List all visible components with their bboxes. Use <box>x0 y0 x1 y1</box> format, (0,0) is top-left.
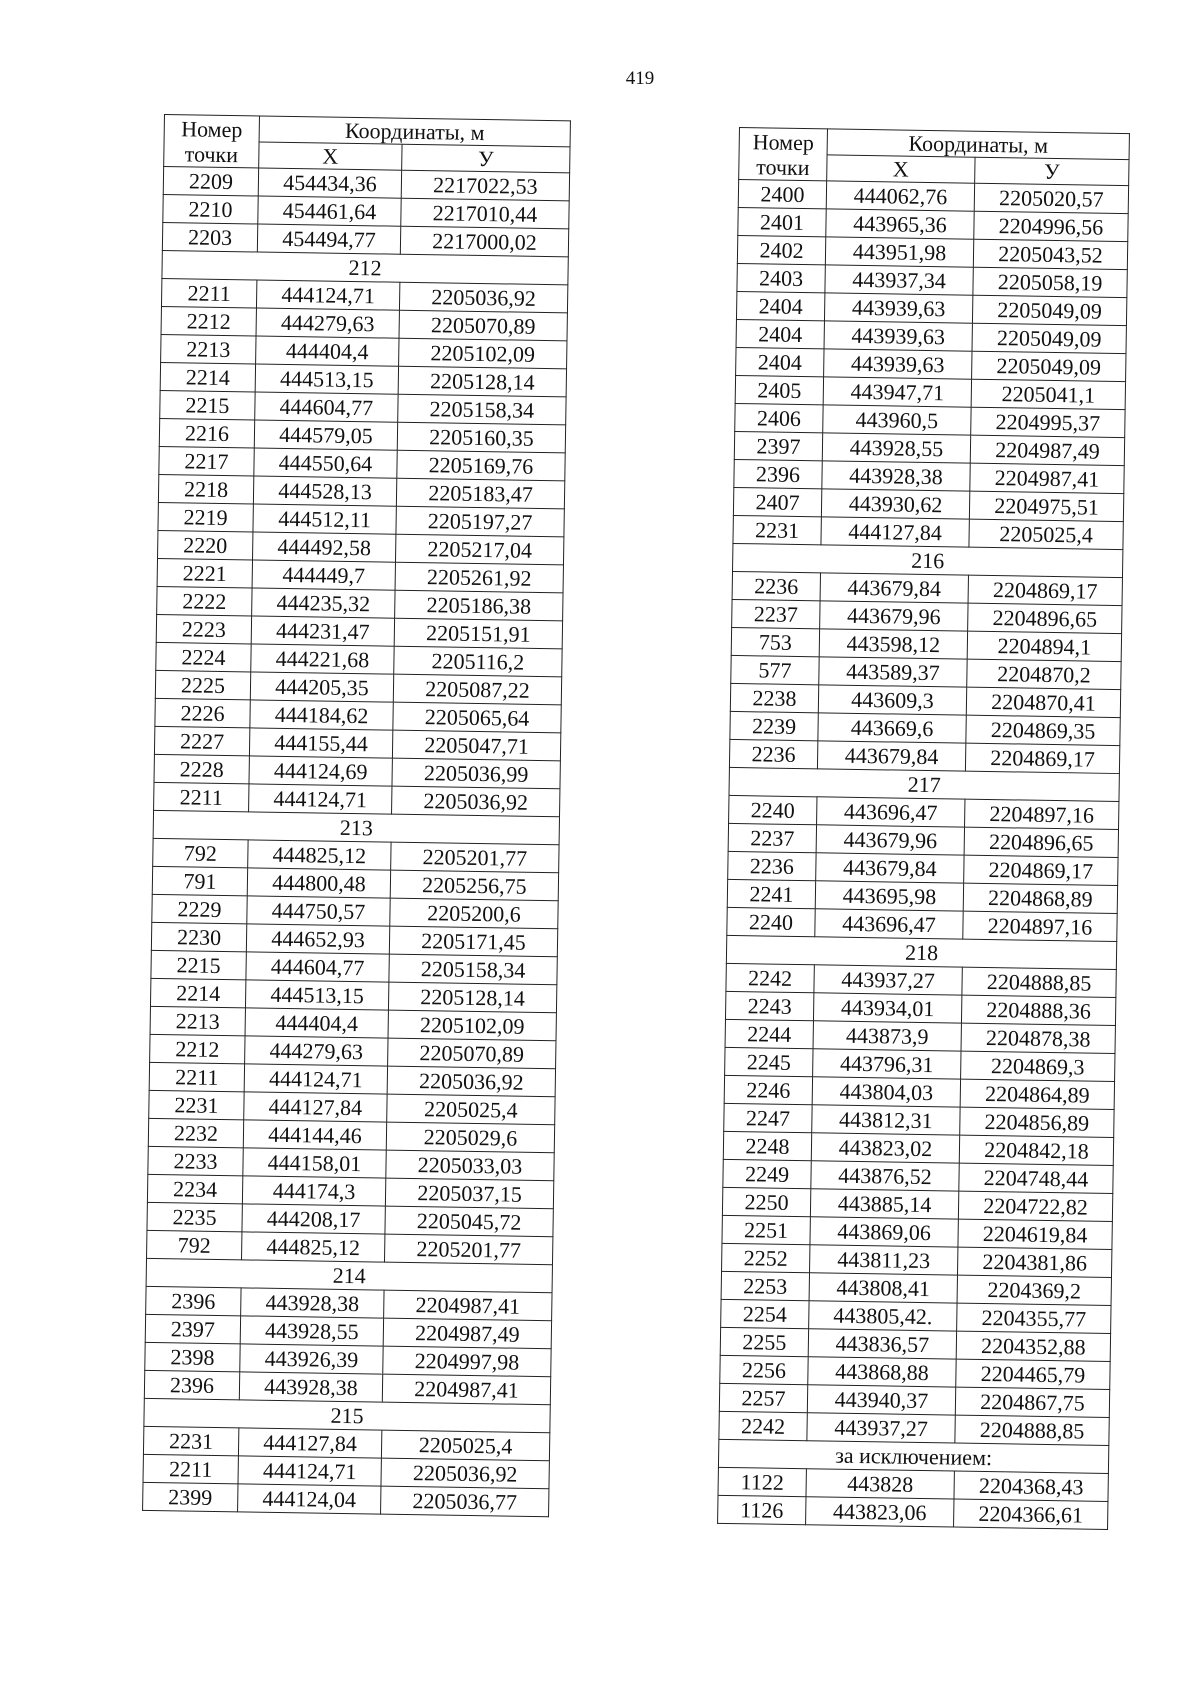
y-coordinate-cell: 2204987,41 <box>382 1374 550 1405</box>
point-number-cell: 2397 <box>145 1314 240 1343</box>
x-coordinate-cell: 443828 <box>806 1469 954 1499</box>
y-coordinate-cell: 2204748,44 <box>959 1163 1113 1193</box>
point-number-cell: 2253 <box>721 1271 809 1300</box>
x-coordinate-cell: 443930,62 <box>821 489 969 519</box>
y-coordinate-cell: 2204870,2 <box>967 659 1121 689</box>
point-number-cell: 2250 <box>722 1187 810 1216</box>
x-coordinate-cell: 443669,6 <box>818 713 966 743</box>
x-coordinate-cell: 443695,98 <box>815 881 963 911</box>
point-number-cell: 2212 <box>150 1034 245 1063</box>
x-coordinate-cell: 443869,06 <box>810 1217 958 1247</box>
y-coordinate-cell: 2205036,92 <box>399 282 567 313</box>
table-row <box>718 1495 1108 1529</box>
x-coordinate-cell: 444550,64 <box>254 448 397 478</box>
x-coordinate-cell: 443823,02 <box>811 1133 959 1163</box>
point-number-cell: 2404 <box>736 319 824 348</box>
point-number-cell: 2252 <box>722 1243 810 1272</box>
x-coordinate-cell: 444124,71 <box>244 1064 387 1094</box>
point-number-cell: 2238 <box>730 683 818 712</box>
point-number-header <box>164 115 260 168</box>
point-number-cell: 2236 <box>729 739 817 768</box>
y-coordinate-cell: 2205217,04 <box>395 534 563 565</box>
point-number-cell: 2215 <box>160 390 255 419</box>
y-coordinate-cell: 2205102,09 <box>388 1010 556 1041</box>
y-coordinate-cell: 2205065,64 <box>393 702 561 733</box>
y-coordinate-cell: 2205036,92 <box>381 1458 549 1489</box>
y-coordinate-cell: 2205158,34 <box>398 394 566 425</box>
point-number-cell: 2241 <box>727 879 815 908</box>
x-coordinate-cell: 443811,23 <box>810 1245 958 1275</box>
y-coordinate-cell: 2204987,49 <box>970 435 1124 465</box>
y-coordinate-cell: 2205070,89 <box>399 310 567 341</box>
x-coordinate-cell: 443679,84 <box>820 573 968 603</box>
y-coordinate-cell: 2205102,09 <box>399 338 567 369</box>
point-number-cell: 2255 <box>720 1327 808 1356</box>
y-coordinate-cell: 2205047,71 <box>392 730 560 761</box>
section-label: 215 <box>144 1398 550 1432</box>
y-coordinate-cell: 2204888,36 <box>961 995 1115 1025</box>
header-row <box>739 128 1129 160</box>
x-coordinate-cell: 444825,12 <box>248 840 391 870</box>
x-coordinate-cell: 444800,48 <box>247 868 390 898</box>
point-number-cell: 2240 <box>727 907 815 936</box>
section-label: 212 <box>162 250 568 284</box>
point-number-cell: 2237 <box>728 823 816 852</box>
y-coordinate-cell: 2205201,77 <box>391 842 559 873</box>
point-number-cell: 2404 <box>736 347 824 376</box>
x-coordinate-cell: 444279,63 <box>256 308 399 338</box>
point-number-cell: 2398 <box>145 1342 240 1371</box>
y-coordinate-cell: 2204897,16 <box>965 799 1119 829</box>
point-number-cell: 753 <box>731 627 819 656</box>
x-coordinate-cell: 443937,34 <box>825 265 973 295</box>
y-coordinate-cell: 2204996,56 <box>974 211 1128 241</box>
x-coordinate-cell: 444144,46 <box>243 1120 386 1150</box>
y-coordinate-cell: 2204869,35 <box>966 715 1120 745</box>
point-number-cell: 2396 <box>734 459 822 488</box>
point-number-header-line1: Номер <box>752 128 815 155</box>
x-coordinate-cell: 443939,63 <box>824 321 972 351</box>
point-number-cell: 2405 <box>735 375 823 404</box>
point-number-cell: 2251 <box>722 1215 810 1244</box>
y-coordinate-cell: 2205049,09 <box>972 351 1126 381</box>
x-coordinate-cell: 443965,36 <box>826 209 974 239</box>
y-coordinate-cell: 2205158,34 <box>389 954 557 985</box>
y-coordinate-cell: 2205070,89 <box>388 1038 556 1069</box>
y-coordinate-cell: 2204975,51 <box>969 491 1123 521</box>
x-coordinate-cell: 444512,11 <box>253 504 396 534</box>
y-coordinate-cell: 2204366,61 <box>954 1499 1108 1529</box>
page-number: 419 <box>625 68 655 89</box>
x-coordinate-cell: 443696,47 <box>817 797 965 827</box>
x-coordinate-cell: 443609,3 <box>818 685 966 715</box>
point-number-cell: 2214 <box>160 362 255 391</box>
x-coordinate-cell: 444579,05 <box>254 420 397 450</box>
point-number-cell: 2248 <box>723 1131 811 1160</box>
point-number-cell: 2220 <box>158 530 253 559</box>
point-number-cell: 2232 <box>148 1118 243 1147</box>
point-number-cell: 2211 <box>143 1454 238 1483</box>
x-coordinate-cell: 454494,77 <box>257 224 400 254</box>
y-coordinate-cell: 2205041,1 <box>971 379 1125 409</box>
point-number-cell: 2406 <box>735 403 823 432</box>
point-number-cell: 2404 <box>736 291 824 320</box>
x-coordinate-cell: 443951,98 <box>825 237 973 267</box>
point-number-cell: 2244 <box>725 1019 813 1048</box>
point-number-cell: 791 <box>152 866 247 895</box>
x-coordinate-cell: 444279,63 <box>245 1036 388 1066</box>
point-number-cell: 2402 <box>737 235 825 264</box>
y-coordinate-cell: 2204888,85 <box>962 967 1116 997</box>
y-coordinate-cell: 2217010,44 <box>401 198 569 229</box>
y-coordinate-cell: 2204878,38 <box>961 1023 1115 1053</box>
y-coordinate-cell: 2205025,4 <box>387 1094 555 1125</box>
x-coordinate-cell: 444205,35 <box>250 672 393 702</box>
section-label: 217 <box>729 767 1119 801</box>
point-number-cell: 2396 <box>146 1286 241 1315</box>
x-coordinate-cell: 443939,63 <box>824 349 972 379</box>
point-number-cell: 2209 <box>163 167 258 196</box>
y-coordinate-cell: 2205029,6 <box>386 1122 554 1153</box>
point-number-header-line2: точки <box>184 140 239 167</box>
point-number-cell: 2211 <box>154 782 249 811</box>
y-coordinate-cell: 2204864,89 <box>960 1079 1114 1109</box>
point-number-cell: 2397 <box>734 431 822 460</box>
x-coordinate-cell: 443928,38 <box>239 1372 382 1402</box>
point-number-cell: 2224 <box>156 642 251 671</box>
x-coordinate-cell: 443696,47 <box>815 909 963 939</box>
point-number-cell: 2246 <box>724 1075 812 1104</box>
point-number-cell: 2222 <box>157 586 252 615</box>
x-coordinate-cell: 443589,37 <box>819 657 967 687</box>
y-coordinate-cell: 2205128,14 <box>398 366 566 397</box>
point-number-cell: 2234 <box>147 1174 242 1203</box>
point-number-cell: 2240 <box>729 795 817 824</box>
point-number-cell: 2217 <box>159 446 254 475</box>
y-coordinate-cell: 2204997,98 <box>383 1346 551 1377</box>
x-coordinate-cell: 443679,96 <box>820 601 968 631</box>
y-coordinate-cell: 2204995,37 <box>971 407 1125 437</box>
x-coordinate-cell: 444231,47 <box>251 616 394 646</box>
x-coordinate-cell: 444513,15 <box>255 364 398 394</box>
x-coordinate-cell: 444825,12 <box>242 1232 385 1262</box>
y-coordinate-cell: 2205160,35 <box>397 422 565 453</box>
x-coordinate-cell: 443928,38 <box>241 1288 384 1318</box>
y-coordinate-cell: 2204352,88 <box>956 1331 1110 1361</box>
y-coordinate-cell: 2204369,2 <box>957 1275 1111 1305</box>
x-coordinate-cell: 444221,68 <box>251 644 394 674</box>
x-coordinate-cell: 443823,06 <box>806 1497 954 1527</box>
x-coordinate-cell: 443679,96 <box>816 825 964 855</box>
y-coordinate-cell: 2204896,65 <box>968 603 1122 633</box>
y-coordinate-cell: 2204896,65 <box>964 827 1118 857</box>
y-coordinate-cell: 2205186,38 <box>395 590 563 621</box>
point-number-cell: 2213 <box>161 334 256 363</box>
table-row <box>143 1482 549 1516</box>
point-number-cell: 2221 <box>157 558 252 587</box>
y-coordinate-cell: 2217000,02 <box>400 226 568 257</box>
x-coordinate-cell: 444652,93 <box>246 924 389 954</box>
y-coordinate-cell: 2204888,85 <box>955 1415 1109 1445</box>
point-number-cell: 2247 <box>724 1103 812 1132</box>
x-coordinate-cell: 444124,04 <box>238 1484 381 1514</box>
y-coordinate-cell: 2205049,09 <box>972 323 1126 353</box>
x-coordinate-cell: 443805,42. <box>809 1301 957 1331</box>
y-coordinate-cell: 2205045,72 <box>385 1206 553 1237</box>
x-coordinate-cell: 444528,13 <box>253 476 396 506</box>
y-coordinate-cell: 2205261,92 <box>395 562 563 593</box>
point-number-cell: 2236 <box>728 851 816 880</box>
x-coordinate-cell: 443928,38 <box>822 461 970 491</box>
x-coordinate-cell: 454461,64 <box>258 196 401 226</box>
section-label: 214 <box>146 1258 552 1292</box>
x-coordinate-cell: 443926,39 <box>240 1344 383 1374</box>
section-label: 216 <box>733 543 1123 577</box>
x-coordinate-cell: 443937,27 <box>814 965 962 995</box>
y-header: У <box>975 157 1129 185</box>
point-number-header-line1: Номер <box>181 115 243 142</box>
x-header: X <box>827 155 975 183</box>
x-coordinate-cell: 443928,55 <box>240 1316 383 1346</box>
y-coordinate-cell: 2204869,17 <box>965 743 1119 773</box>
y-coordinate-cell: 2205058,19 <box>973 267 1127 297</box>
x-coordinate-cell: 443960,5 <box>823 405 971 435</box>
y-coordinate-cell: 2205256,75 <box>390 870 558 901</box>
y-coordinate-cell: 2204722,82 <box>958 1191 1112 1221</box>
y-coordinate-cell: 2204987,49 <box>383 1318 551 1349</box>
y-coordinate-cell: 2204894,1 <box>967 631 1121 661</box>
x-coordinate-cell: 443937,27 <box>807 1413 955 1443</box>
point-number-cell: 2210 <box>163 194 258 223</box>
point-number-cell: 2214 <box>150 978 245 1007</box>
x-coordinate-cell: 443947,71 <box>823 377 971 407</box>
point-number-cell: 2218 <box>158 474 253 503</box>
y-coordinate-cell: 2204869,3 <box>961 1051 1115 1081</box>
point-number-cell: 2243 <box>725 991 813 1020</box>
header-row <box>164 115 570 147</box>
x-coordinate-cell: 443679,84 <box>816 853 964 883</box>
x-coordinate-cell: 444404,4 <box>245 1008 388 1038</box>
x-coordinate-cell: 444750,57 <box>247 896 390 926</box>
y-coordinate-cell: 2204368,43 <box>954 1471 1108 1501</box>
point-number-cell: 792 <box>147 1230 242 1259</box>
x-coordinate-cell: 443928,55 <box>822 433 970 463</box>
point-number-cell: 2235 <box>147 1202 242 1231</box>
x-coordinate-cell: 444127,84 <box>238 1428 381 1458</box>
point-number-cell: 2242 <box>726 963 814 992</box>
y-coordinate-cell: 2205128,14 <box>388 982 556 1013</box>
x-coordinate-cell: 444513,15 <box>245 980 388 1010</box>
coordinates-table-right <box>717 127 1130 1530</box>
y-coordinate-cell: 2204868,89 <box>963 883 1117 913</box>
x-coordinate-cell: 444127,84 <box>244 1092 387 1122</box>
y-coordinate-cell: 2205020,57 <box>974 183 1128 213</box>
y-coordinate-cell: 2204842,18 <box>959 1135 1113 1165</box>
point-number-cell: 2226 <box>155 698 250 727</box>
point-number-cell: 2256 <box>720 1355 808 1384</box>
x-coordinate-cell: 444124,71 <box>238 1456 381 1486</box>
point-number-cell: 2399 <box>143 1482 238 1511</box>
point-number-cell: 2242 <box>719 1411 807 1440</box>
y-coordinate-cell: 2205200,6 <box>390 898 558 929</box>
coordinates-table-left <box>142 114 571 1517</box>
x-coordinate-cell: 444404,4 <box>256 336 399 366</box>
section-label: за исключением: <box>718 1439 1108 1473</box>
x-coordinate-cell: 444604,77 <box>246 952 389 982</box>
x-coordinate-cell: 443836,57 <box>808 1329 956 1359</box>
x-coordinate-cell: 444127,84 <box>821 517 969 547</box>
point-number-cell: 2228 <box>154 754 249 783</box>
coordinates-header: Координаты, м <box>827 129 1129 160</box>
point-number-cell: 2403 <box>737 263 825 292</box>
point-number-cell: 2229 <box>152 894 247 923</box>
point-number-header-line2: точки <box>756 153 810 180</box>
x-coordinate-cell: 444062,76 <box>826 181 974 211</box>
point-number-cell: 2239 <box>730 711 818 740</box>
y-coordinate-cell: 2205087,22 <box>393 674 561 705</box>
x-coordinate-cell: 444604,77 <box>255 392 398 422</box>
y-coordinate-cell: 2205043,52 <box>973 239 1127 269</box>
y-coordinate-cell: 2205036,92 <box>387 1066 555 1097</box>
point-number-cell: 2396 <box>144 1370 239 1399</box>
x-coordinate-cell: 443812,31 <box>812 1105 960 1135</box>
x-coordinate-cell: 444124,71 <box>249 784 392 814</box>
y-coordinate-cell: 2205036,92 <box>392 786 560 817</box>
y-coordinate-cell: 2204856,89 <box>960 1107 1114 1137</box>
point-number-cell: 2212 <box>161 306 256 335</box>
x-coordinate-cell: 443940,37 <box>807 1385 955 1415</box>
y-coordinate-cell: 2204619,84 <box>958 1219 1112 1249</box>
x-coordinate-cell: 443885,14 <box>810 1189 958 1219</box>
section-label: 218 <box>726 935 1116 969</box>
point-number-cell: 2225 <box>155 670 250 699</box>
x-coordinate-cell: 443934,01 <box>813 993 961 1023</box>
point-number-cell: 2215 <box>151 950 246 979</box>
x-coordinate-cell: 443876,52 <box>811 1161 959 1191</box>
x-coordinate-cell: 444235,32 <box>252 588 395 618</box>
point-number-cell: 792 <box>153 838 248 867</box>
x-coordinate-cell: 444492,58 <box>253 532 396 562</box>
point-number-cell: 2236 <box>732 571 820 600</box>
x-coordinate-cell: 444174,3 <box>242 1176 385 1206</box>
coordinates-header: Координаты, м <box>259 116 570 147</box>
point-number-cell: 2237 <box>732 599 820 628</box>
y-coordinate-cell: 2204355,77 <box>957 1303 1111 1333</box>
point-number-cell: 2227 <box>154 726 249 755</box>
x-coordinate-cell: 443873,9 <box>813 1021 961 1051</box>
y-coordinate-cell: 2205049,09 <box>972 295 1126 325</box>
point-number-cell: 2407 <box>733 487 821 516</box>
point-number-cell: 2230 <box>151 922 246 951</box>
y-coordinate-cell: 2205025,4 <box>969 519 1123 549</box>
y-coordinate-cell: 2205151,91 <box>394 618 562 649</box>
y-coordinate-cell: 2204897,16 <box>963 911 1117 941</box>
point-number-cell: 2213 <box>150 1006 245 1035</box>
x-header: X <box>259 142 402 170</box>
point-number-cell: 2233 <box>148 1146 243 1175</box>
y-coordinate-cell: 2204465,79 <box>956 1359 1110 1389</box>
y-coordinate-cell: 2205036,99 <box>392 758 560 789</box>
y-coordinate-cell: 2204869,17 <box>968 575 1122 605</box>
x-coordinate-cell: 443679,84 <box>817 741 965 771</box>
point-number-cell: 2245 <box>725 1047 813 1076</box>
section-label: 213 <box>153 810 559 844</box>
x-coordinate-cell: 443868,88 <box>808 1357 956 1387</box>
y-coordinate-cell: 2204381,86 <box>957 1247 1111 1277</box>
y-coordinate-cell: 2204987,41 <box>384 1290 552 1321</box>
point-number-cell: 2401 <box>738 207 826 236</box>
y-coordinate-cell: 2205201,77 <box>384 1234 552 1265</box>
y-coordinate-cell: 2205116,2 <box>394 646 562 677</box>
x-coordinate-cell: 443804,03 <box>812 1077 960 1107</box>
x-coordinate-cell: 444184,62 <box>250 700 393 730</box>
point-number-cell: 2231 <box>733 515 821 544</box>
point-number-cell: 2203 <box>162 222 257 251</box>
x-coordinate-cell: 454434,36 <box>258 168 401 198</box>
x-coordinate-cell: 443598,12 <box>819 629 967 659</box>
y-coordinate-cell: 2205183,47 <box>396 478 564 509</box>
y-coordinate-cell: 2205033,03 <box>386 1150 554 1181</box>
y-coordinate-cell: 2205025,4 <box>381 1430 549 1461</box>
x-coordinate-cell: 444124,69 <box>249 756 392 786</box>
y-header: У <box>402 144 570 173</box>
y-coordinate-cell: 2205169,76 <box>397 450 565 481</box>
x-coordinate-cell: 443796,31 <box>813 1049 961 1079</box>
point-number-cell: 1126 <box>718 1495 806 1524</box>
y-coordinate-cell: 2204870,41 <box>966 687 1120 717</box>
y-coordinate-cell: 2204987,41 <box>970 463 1124 493</box>
x-coordinate-cell: 444124,71 <box>256 280 399 310</box>
x-coordinate-cell: 444208,17 <box>242 1204 385 1234</box>
point-number-cell: 2400 <box>738 180 826 209</box>
x-coordinate-cell: 444449,7 <box>252 560 395 590</box>
point-number-cell: 2257 <box>719 1383 807 1412</box>
point-number-cell: 2216 <box>159 418 254 447</box>
y-coordinate-cell: 2205197,27 <box>396 506 564 537</box>
y-coordinate-cell: 2204867,75 <box>955 1387 1109 1417</box>
point-number-cell: 2231 <box>143 1426 238 1455</box>
y-coordinate-cell: 2205171,45 <box>389 926 557 957</box>
y-coordinate-cell: 2217022,53 <box>401 170 569 201</box>
point-number-cell: 2231 <box>149 1090 244 1119</box>
y-coordinate-cell: 2205037,15 <box>385 1178 553 1209</box>
point-number-cell: 2249 <box>723 1159 811 1188</box>
x-coordinate-cell: 444155,44 <box>249 728 392 758</box>
point-number-header <box>739 128 828 181</box>
point-number-cell: 577 <box>731 655 819 684</box>
point-number-cell: 2223 <box>156 614 251 643</box>
point-number-cell: 2254 <box>721 1299 809 1328</box>
y-coordinate-cell: 2204869,17 <box>964 855 1118 885</box>
point-number-cell: 1122 <box>718 1467 806 1496</box>
x-coordinate-cell: 443808,41 <box>809 1273 957 1303</box>
point-number-cell: 2211 <box>161 278 256 307</box>
x-coordinate-cell: 444158,01 <box>243 1148 386 1178</box>
x-coordinate-cell: 443939,63 <box>824 293 972 323</box>
point-number-cell: 2219 <box>158 502 253 531</box>
point-number-cell: 2211 <box>149 1062 244 1091</box>
y-coordinate-cell: 2205036,77 <box>381 1486 549 1517</box>
